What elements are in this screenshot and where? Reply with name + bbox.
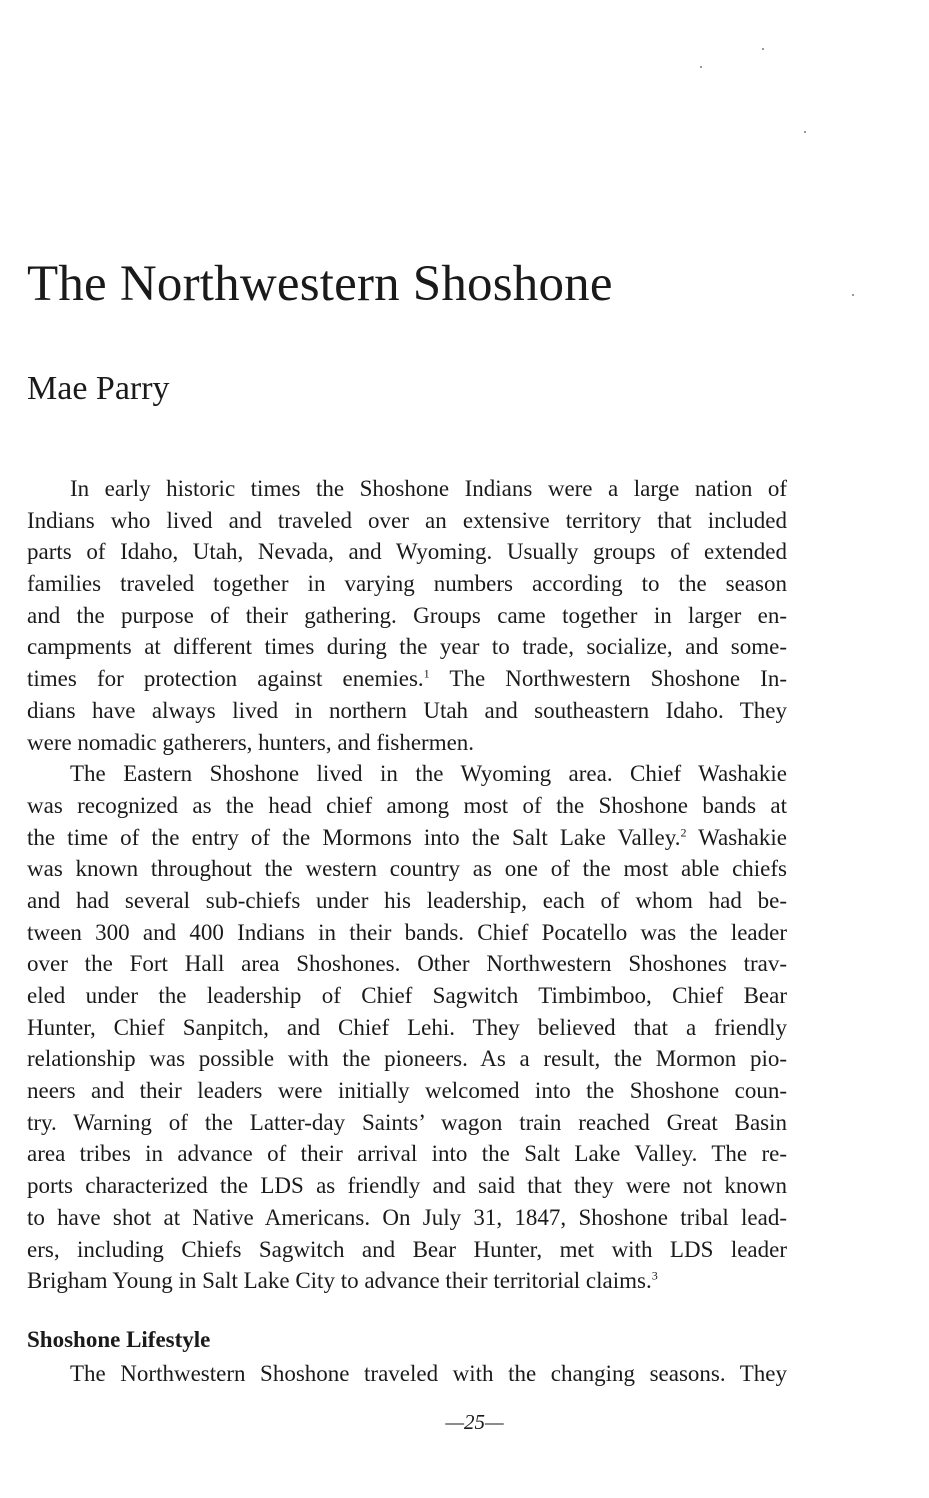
footnote-marker: 1 [423, 666, 430, 681]
author-name: Mae Parry [27, 370, 170, 407]
text-segment: times for protection against enemies. [27, 666, 424, 692]
text-segment: Brigham Young in Salt Lake City to advance their territorial claims. [27, 1268, 652, 1294]
scan-speck [852, 294, 854, 296]
text-line: over the Fort Hall area Shoshones. Other Northwestern Shoshones trav- [27, 951, 787, 977]
text-line: campments at different times during the year to trade, socialize, and some- [27, 634, 787, 660]
scan-speck [700, 66, 702, 68]
scan-speck [762, 48, 764, 50]
text-line: was recognized as the head chief among most of the Shoshone bands at [27, 792, 787, 818]
body-text [27, 473, 787, 1297]
text-line: The Northwestern Shoshone traveled with the changing seasons. They [70, 1361, 787, 1386]
text-line: ers, including Chiefs Sagwitch and Bear Hunter, met with LDS leader [27, 1236, 787, 1262]
text-line: parts of Idaho, Utah, Nevada, and Wyoming. Usually groups of extended [27, 539, 787, 565]
footnote-marker: 3 [651, 1268, 658, 1283]
text-line [27, 822, 787, 854]
section-text [27, 1358, 787, 1390]
text-line: The Eastern Shoshone lived in the Wyoming area. Chief Washakie [70, 761, 787, 787]
text-line [27, 1265, 787, 1297]
text-line: eled under the leadership of Chief Sagwitch Timbimboo, Chief Bear [27, 983, 787, 1008]
text-line: tween 300 and 400 Indians in their bands. Chief Pocatello was the leader [27, 919, 787, 945]
text-line: ports characterized the LDS as friendly and said that they were not known [27, 1173, 787, 1199]
text-line: Indians who lived and traveled over an extensive territory that included [27, 507, 787, 533]
page-number: —25— [445, 1410, 504, 1434]
text-line: area tribes in advance of their arrival into the Salt Lake Valley. The re- [27, 1141, 787, 1167]
text-segment: the time of the entry of the Mormons into the Salt Lake Valley. [27, 824, 681, 850]
text-line: try. Warning of the Latter-day Saints’ wagon train reached Great Basin [27, 1109, 787, 1135]
text-line: were nomadic gatherers, hunters, and fishermen. [27, 729, 475, 755]
chapter-title: The Northwestern Shoshone [27, 256, 613, 312]
text-line: to have shot at Native Americans. On July 31, 1847, Shoshone tribal lead- [27, 1204, 787, 1230]
text-line: was known throughout the western country as one of the most able chiefs [27, 856, 787, 882]
text-line: dians have always lived in northern Utah and southeastern Idaho. They [27, 697, 787, 723]
text-line [27, 663, 787, 695]
text-line: relationship was possible with the pioneers. As a result, the Mormon pio- [27, 1046, 787, 1072]
footnote-marker: 2 [680, 824, 687, 839]
section-heading: Shoshone Lifestyle [27, 1327, 211, 1352]
text-line: and had several sub-chiefs under his leadership, each of whom had be- [27, 887, 787, 913]
text-line: neers and their leaders were initially welcomed into the Shoshone coun- [27, 1078, 787, 1104]
text-segment: Washakie [698, 824, 787, 850]
text-line: Hunter, Chief Sanpitch, and Chief Lehi. They believed that a friendly [27, 1014, 787, 1040]
scan-speck [804, 131, 806, 133]
text-line: families traveled together in varying numbers according to the season [27, 571, 787, 597]
text-line: In early historic times the Shoshone Indians were a large nation of [70, 476, 787, 501]
text-segment: The Northwestern Shoshone In- [449, 666, 787, 692]
text-line: and the purpose of their gathering. Groups came together in larger en- [27, 602, 787, 628]
